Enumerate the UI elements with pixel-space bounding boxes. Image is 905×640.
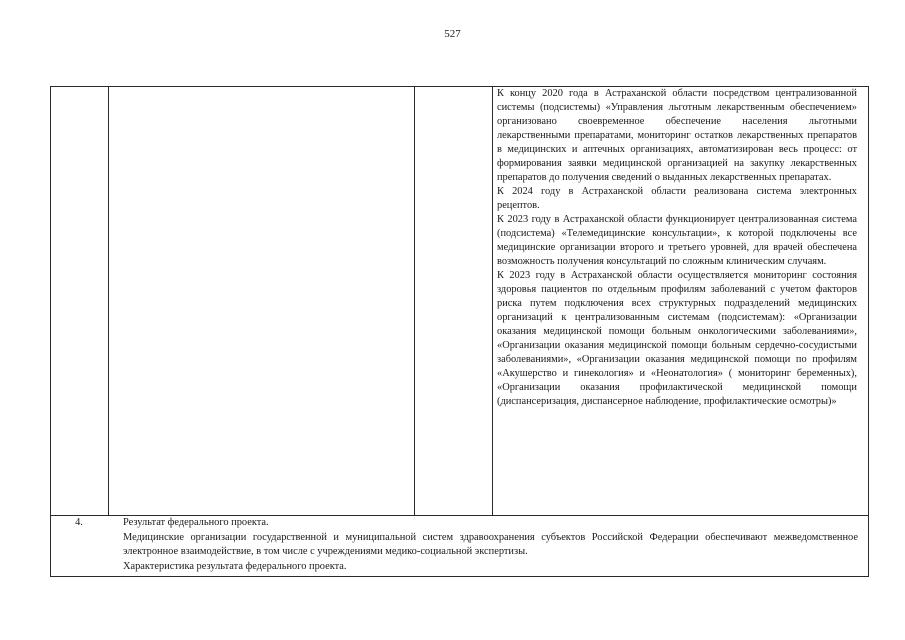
page-number: 527	[444, 28, 461, 40]
table-col-divider-3	[492, 86, 493, 516]
paragraph-e-prescriptions: К 2024 году в Астраханской области реализована система электронных рецептов.	[497, 186, 857, 211]
federal-project-result-cell	[123, 516, 858, 574]
table-col-divider-1	[108, 86, 109, 516]
table-bottom-border	[50, 576, 869, 577]
table-left-border	[50, 86, 51, 577]
row-number: 4.	[75, 517, 83, 528]
paragraph-drug-provision: К концу 2020 года в Астраханской области посредством централизованной системы (подсистемы) «Управления льготным лекарственным обеспечением» организовано своевременное обеспечение населения льготными лекарственными препаратами, мониторинг остатков лекарственных препаратов в медицинских и аптечных организациях, автоматизирован весь процесс: от формирования заявки медицинской организацией на закупку лекарственных препаратов до получения сведений о выданных лекарственных препаратах.	[497, 88, 857, 183]
result-characteristic-heading: Характеристика результата федерального проекта.	[123, 560, 347, 572]
table-col-divider-2	[414, 86, 415, 516]
paragraph-health-monitoring: К 2023 году в Астраханской области осуществляется мониторинг состояния здоровья пациентов по отдельным профилям заболеваний с учетом факторов риска путем подключения всех структурных подразделений медицинских организаций к централизованным системам (подсистемам): «Организации оказания медицинской помощи больным онкологическими заболеваниями», «Организации оказания медицинской помощи больным сердечно-сосудистыми заболеваниями», «Организации оказания медицинской помощи по профилям «Акушерство и гинекология» и «Неонатология» ( мониторинг беременных), «Организации оказания профилактической медицинской помощи (диспансеризация, диспансерное наблюдение, профилактические осмотры)»	[497, 270, 857, 407]
table-right-border	[868, 86, 869, 577]
paragraph-telemedicine: К 2023 году в Астраханской области функционирует централизованная система (подсистема) «Телемедицинские консультации», к которой подключены все медицинские организации второго и третьего уровней, для врачей обеспечена возможность получения консультаций по сложным клиническим случаям.	[497, 214, 857, 267]
result-heading: Результат федерального проекта.	[123, 517, 269, 528]
result-statement: Медицинские организации государственной и муниципальной систем здравоохранения субъектов Российской Федерации обеспечивают межведомственное электронное взаимодействие, в том числе с учреждениями медико-социальной экспертизы.	[123, 531, 858, 558]
result-description-cell	[497, 87, 857, 409]
